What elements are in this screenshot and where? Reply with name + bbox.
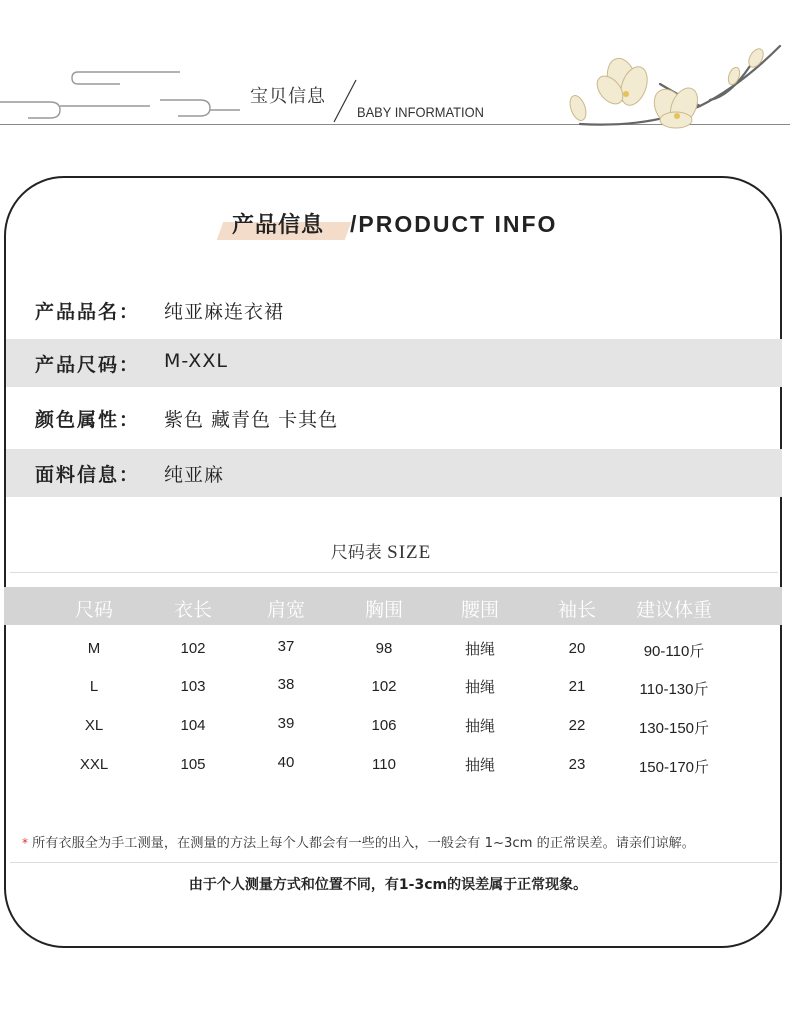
- column-header: 腰围: [460, 599, 500, 621]
- info-label: 产品尺码：: [35, 354, 141, 376]
- info-value: 紫色 藏青色 卡其色: [164, 409, 339, 431]
- info-row-product-name: [6, 286, 782, 334]
- table-cell: 150-170斤: [638, 759, 710, 776]
- size-divider-line: [10, 572, 778, 573]
- note-divider-line: [10, 862, 778, 863]
- footer-note: 由于个人测量方式和位置不同，有1-3cm的误差属于正常现象。: [188, 877, 588, 893]
- table-cell: 106: [371, 717, 397, 734]
- size-heading-cn: 尺码表: [330, 543, 388, 563]
- table-cell: 23: [568, 756, 586, 773]
- table-cell: 110-130斤: [639, 681, 709, 698]
- cloud-swirl-decoration: [0, 60, 240, 130]
- size-table-heading: [0, 538, 762, 564]
- table-cell: 抽绳: [464, 718, 496, 735]
- measurement-note-text: 所有衣服全为手工测量，在测量的方法上每个人都会有一些的出入，一般会有 1~3cm 的正常误差。请亲们谅解。: [32, 836, 695, 851]
- column-header: 建议体重: [635, 599, 713, 621]
- table-cell: 90-110斤: [643, 643, 705, 660]
- column-header: 胸围: [364, 599, 404, 621]
- header-title-cn: 宝贝信息: [250, 86, 326, 107]
- table-cell: 110: [372, 756, 396, 773]
- measurement-note: [22, 832, 695, 851]
- table-cell: XXL: [79, 756, 109, 773]
- info-label: 产品品名：: [35, 301, 141, 323]
- table-cell: 105: [180, 756, 206, 773]
- magnolia-flower-illustration: [560, 36, 790, 136]
- asterisk-icon: *: [22, 836, 28, 850]
- info-row-product-size: [6, 339, 782, 387]
- info-value: 纯亚麻连衣裙: [164, 301, 285, 323]
- table-cell: 20: [568, 640, 586, 657]
- table-cell: 130-150斤: [638, 720, 710, 737]
- info-label: 颜色属性：: [35, 409, 141, 431]
- table-cell: 98: [375, 640, 393, 657]
- table-cell: 103: [180, 678, 206, 695]
- header-title-en: BABY INFORMATION: [357, 104, 484, 120]
- info-row-color: [6, 394, 782, 442]
- info-label: 面料信息：: [35, 464, 141, 486]
- table-cell: 102: [180, 640, 206, 657]
- table-cell: 38: [277, 676, 295, 693]
- header-slash-divider: [330, 78, 360, 124]
- table-cell: 39: [277, 715, 295, 732]
- product-info-title-cn: 产品信息: [232, 213, 325, 238]
- info-value: 纯亚麻: [164, 464, 225, 486]
- column-header: 尺码: [74, 599, 114, 621]
- table-cell: 37: [277, 638, 295, 655]
- size-heading-en: SIZE: [387, 542, 432, 563]
- table-cell: 21: [568, 678, 586, 695]
- size-table-header: [4, 587, 782, 625]
- table-cell: 抽绳: [464, 757, 496, 774]
- table-cell: 抽绳: [464, 679, 496, 696]
- table-cell: L: [89, 678, 99, 695]
- column-header: 衣长: [173, 599, 213, 621]
- product-info-title-en: /PRODUCT INFO: [350, 211, 558, 237]
- table-cell: XL: [84, 717, 104, 734]
- table-cell: 102: [371, 678, 397, 695]
- info-value: M-XXL: [164, 350, 228, 372]
- table-cell: 40: [277, 754, 295, 771]
- column-header: 肩宽: [266, 599, 306, 621]
- info-row-fabric: [6, 449, 782, 497]
- table-cell: 抽绳: [464, 641, 496, 658]
- table-cell: 22: [568, 717, 586, 734]
- table-cell: M: [87, 640, 101, 657]
- column-header: 袖长: [557, 599, 597, 621]
- table-cell: 104: [180, 717, 206, 734]
